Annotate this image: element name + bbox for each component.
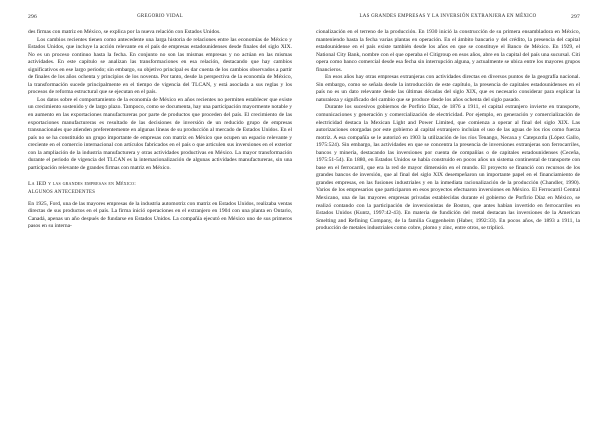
page-number: 296 [28,14,37,20]
paragraph: En 1925, Ford, una de las mayores empresas de la industria automotriz con matriz en Estados Unidos, realizaba ventas directas de sus productos en el país. La firma inició operaciones en el extranjero en 1904 con una planta en Ontario, Canadá, apenas un año después de fundarse en Estados Unidos. La compañía ejecutó en México uno de sus primeros pasos en su interna- [28,200,292,230]
paragraph: Los cambios recientes tienen como antecedente una larga historia de relaciones entre las economías de México y Estados Unidos, que incluye la acción relevante en el país de empresas estadounidenses desde finales del siglo XIX. No es un proceso continuo hasta la fecha. En conjunto no son las mismas empresas y no actúan en las mismas actividades. En este capítulo se analizan las transformaciones en esa relación, destacando que hay cambios significativos en ese largo periodo; sin embargo, su objetivo principal es dar cuenta de los cambios observados a partir de finales de los años ochenta y principios de los noventa. Por tanto, desde la perspectiva de la economía de México, la transformación sucede principalmente en el tiempo de vigencia del TLCAN, y está asociada a sus reglas y los procesos de reforma estructural que se ejecutan en el país. [28,36,292,96]
right-page [316,0,580,431]
paragraph: En esos años hay otras empresas extranjeras con actividades directas en diversos puntos de la geografía nacional. Sin embargo, como se señala desde la introducción de este capítulo, la presencia de capitales estadounidenses en el país no es un dato relevante desde las últimas décadas del siglo XIX, que es necesario considerar para explicar la naturaleza y significado del cambio que se produce desde los años ochenta del siglo pasado. [316,74,580,103]
paragraph: des firmas con matriz en México, se explica por la nueva relación con Estados Unidos. [28,29,221,35]
paragraph: cionalización en el terreno de la producción. En 1930 inició la construcción de su primera ensambladora en México, manteniendo hasta la fecha varias plantas en operación. En el ámbito bancario y del crédito, la presencia del capital estadounidense en el país existe también desde los años en que se constituye el Banco de México. En 1929, el National City Bank, nombre con el que operaba el Citigroup en esos años, abre en la capital del país una sucursal. Citi opera como banco comercial desde esa fecha sin interrupción alguna, y actualmente se ubica entre los mayores grupos financieros. [316,29,580,73]
running-head: LAS GRANDES EMPRESAS Y LA INVERSIÓN EXTRANJERA EN MÉXICO [359,14,537,19]
right-page-header [316,14,580,24]
paragraph: Los datos sobre el comportamiento de la economía de México en años recientes no permiten establecer que existe un crecimiento sostenido y de largo plazo. Tampoco, como se documenta, hay una participación mayormente notable y en aumento en las exportaciones manufactureras por parte de productos que proceden del país. El crecimiento de las exportaciones manufactureras es resultado de las decisiones de inversión de un reducido grupo de empresas transnacionales que atienden preferentemente en algunas líneas de su producción al mercado de Estados Unidos. En el país no se ha constituido un grupo importante de empresas con matriz en México que ocupen un espacio relevante y creciente en el comercio internacional con artículos fabricados en el país o que articulen sus inversiones en el exterior con la ampliación de la industria manufacturera y otras actividades productivas en México. La mayor transformación durante el periodo de vigencia del TLCAN es la internacionalización de algunas actividades manufactureras, sin una participación relevante de grandes firmas con matriz en México. [28,96,292,171]
running-head: GREGORIO VIDAL [137,14,183,19]
right-page-body [316,29,580,233]
section-heading [28,181,292,196]
paragraph: Durante los sucesivos gobiernos de Porfirio Díaz, de 1876 a 1911, el capital extranjero invierte en transporte, comunicaciones y generación y comercialización de electricidad. Por ejemplo, en generación y comercialización de electricidad destaca la Mexican Light and Power Limited, que comienza a operar al final del siglo XIX. Las autorizaciones otorgadas por este gobierno al capital extranjero incluían el uso de las aguas de los ríos como fuerza motriz. A esa compañía se le autorizó en 1903 la utilización de los ríos Tenango, Necaxa y Catepuxtla (López Gallo, 1975:524). Sin embargo, las actividades en que se concentra la presencia de inversiones extranjeras son ferrocarriles, bancos y minería, destacando las inversiones por cuenta de compañías o de capitales estadounidenses (Ceceña, 1975:51-54). En 1880, en Estados Unidos se había construido en pocos años un sistema continental de transporte con base en el ferrocarril, que era la red de mayor dimensión en el mundo. El proyecto se financió con recursos de los grandes bancos de inversión, que al final del siglo XIX desempeñaron un importante papel en el financiamiento de grandes empresas, en las fusiones industriales y en la inmediata racionalización de la producción (Chandler, 1990). Varios de los empresarios que participaron en esos proyectos efectuaron inversiones en México. El Ferrocarril Central Mexicano, una de las mayores empresas privadas establecidas durante el gobierno de Porfirio Díaz en México, se realizó contando con la participación de inversionistas de Boston, que antes habían invertido en ferrocarriles en Estados Unidos (Kuntz, 1997:42-43). En materia de fundición del metal destacan las inversiones de la American Smelting and Refining Company, de la familia Guggenheim (Haber, 1992:33). En pocos años, de 1893 a 1911, la producción de metales industriales como cobre, plomo y zinc, entre otros, se triplicó. [316,104,580,232]
page-number: 297 [571,14,580,20]
section-heading-title: La IED y las grandes empresas en México: [28,181,136,188]
left-page-header [28,14,292,24]
section-heading-subtitle: ALGUNOS ANTECEDENTES [28,189,96,195]
left-page [28,0,292,431]
left-page-body [28,29,292,231]
